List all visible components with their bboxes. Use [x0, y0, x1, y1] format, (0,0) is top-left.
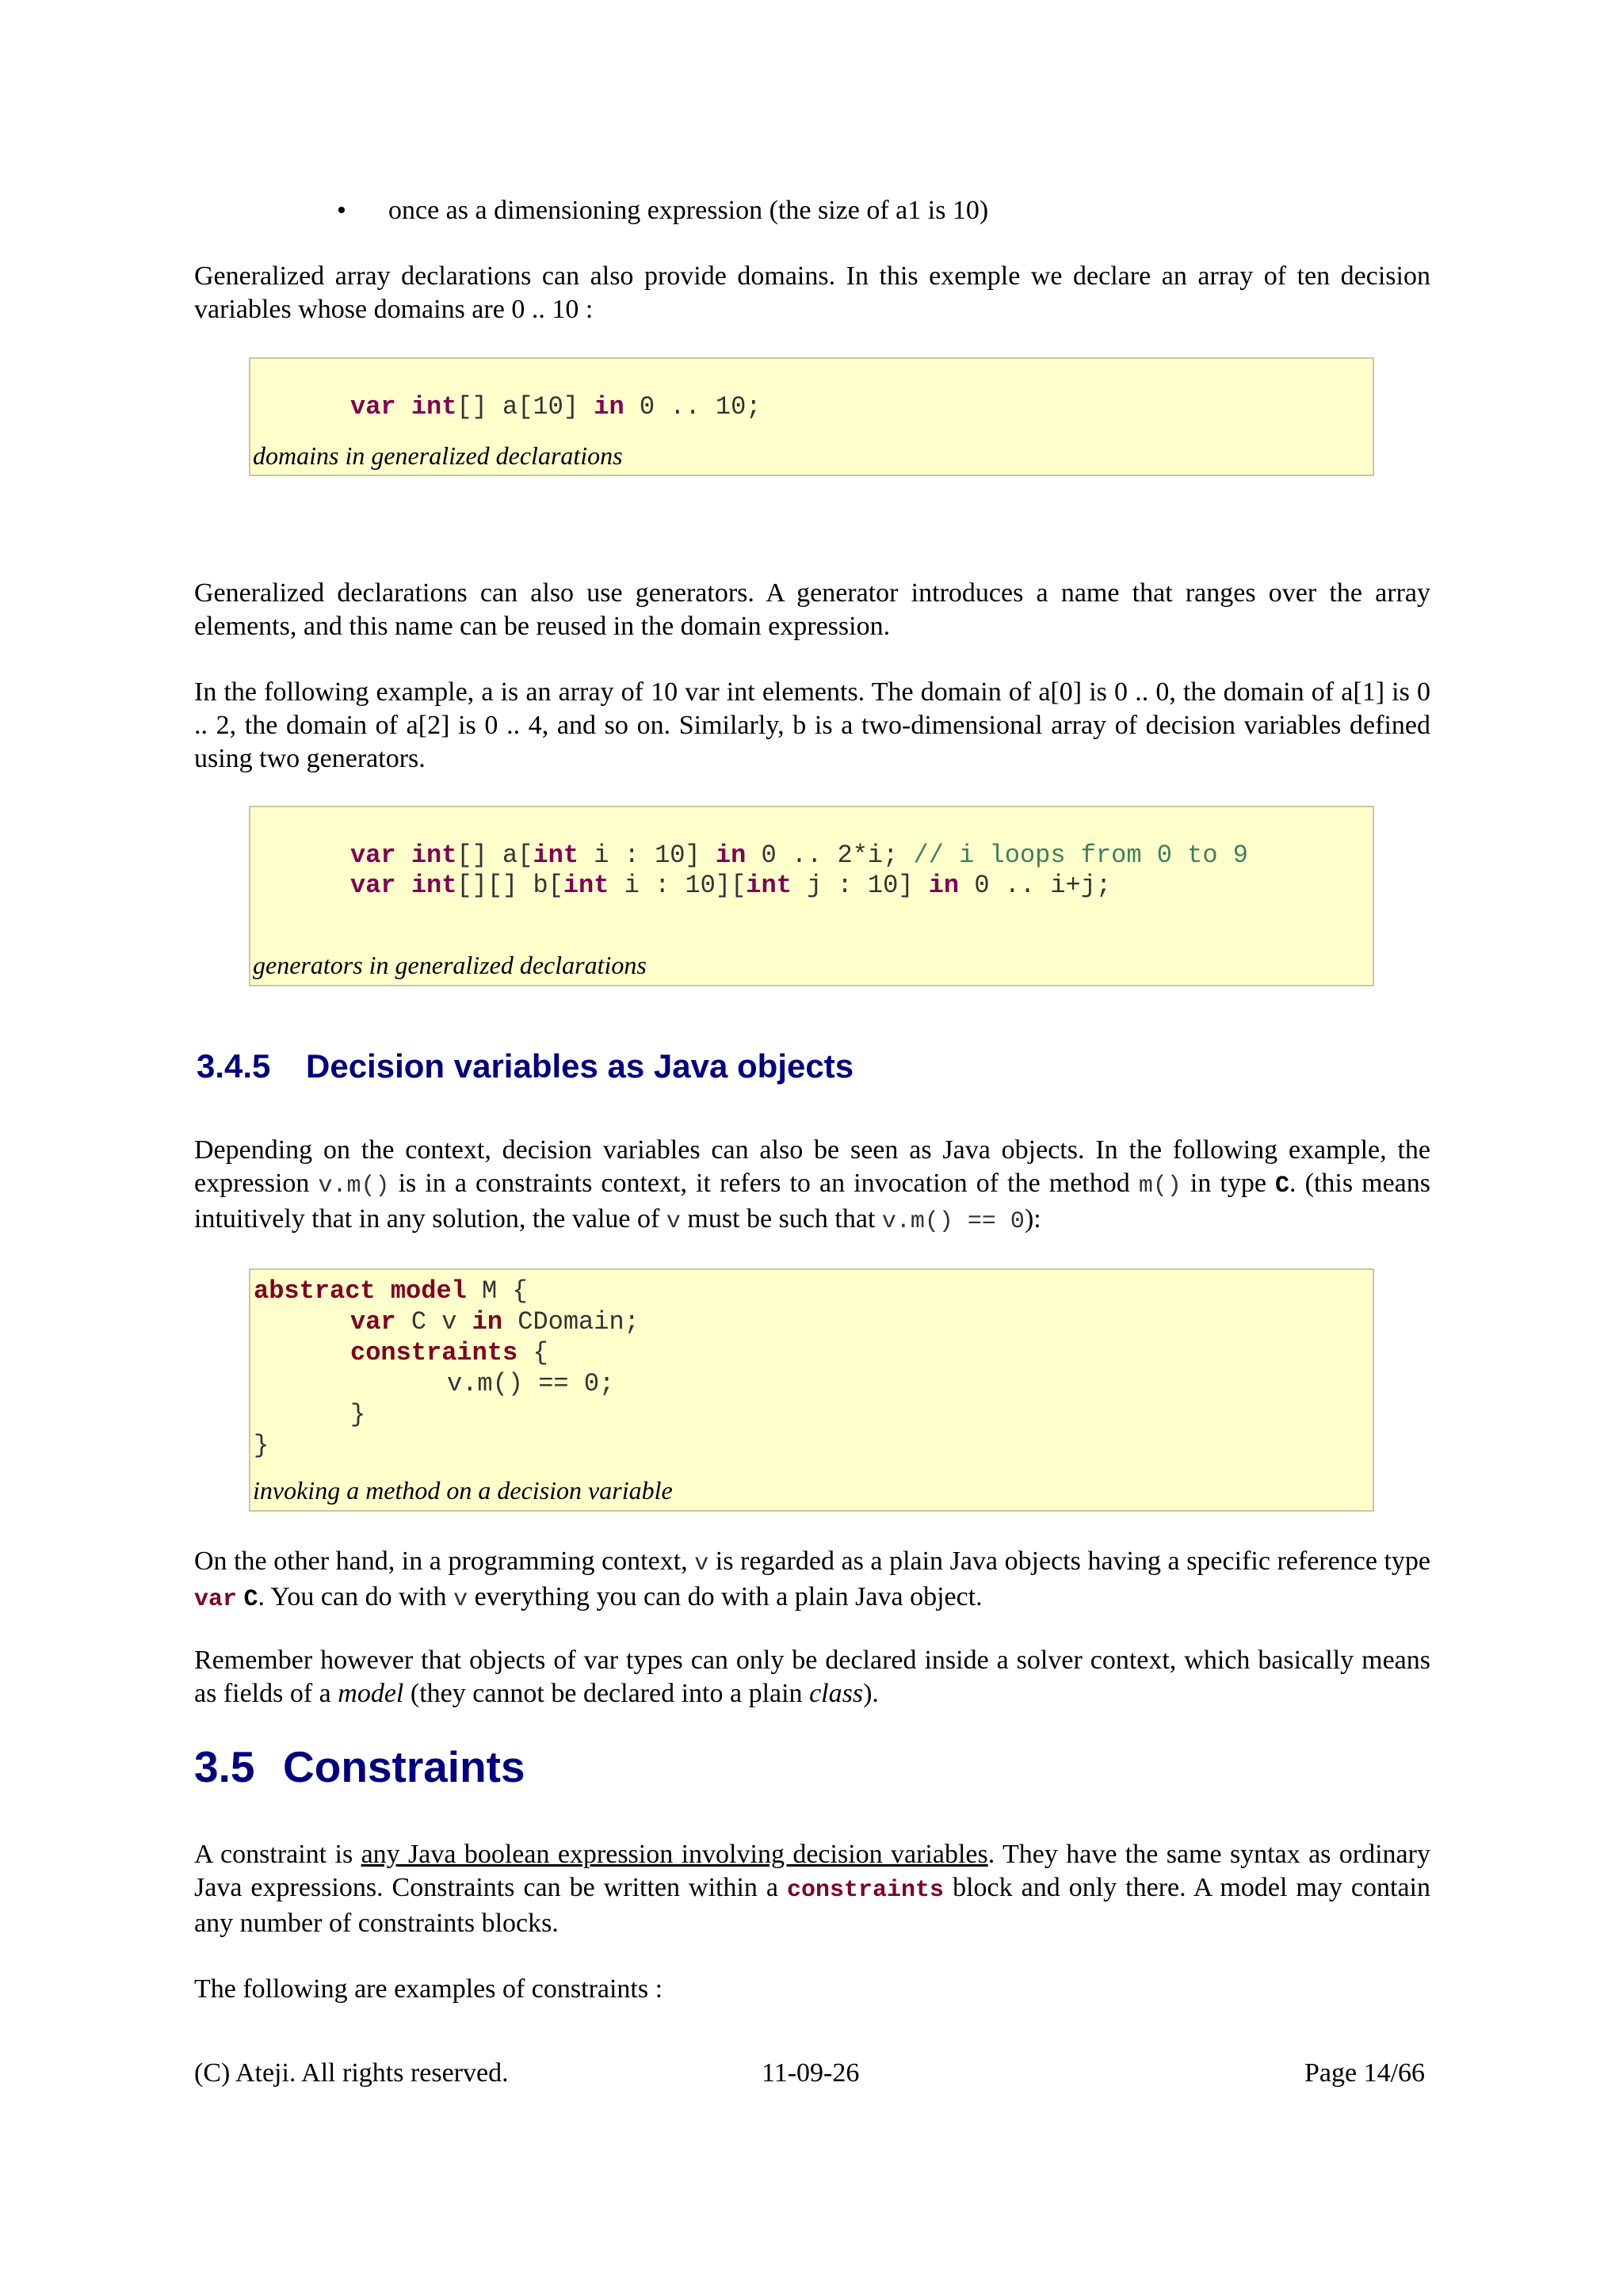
keyword: in: [715, 841, 747, 870]
section-number: 3.4.5: [197, 1047, 271, 1085]
keyword: int: [411, 392, 457, 421]
keyword: model: [390, 1276, 467, 1306]
text: in type: [1181, 1169, 1276, 1198]
code-block-method: [249, 1268, 1374, 1512]
inline-code: C: [1275, 1173, 1290, 1199]
keyword: int: [411, 871, 457, 900]
footer-copyright: (C) Ateji. All rights reserved.: [194, 2058, 509, 2088]
keyword: int: [533, 841, 579, 870]
keyword: in: [594, 392, 624, 421]
keyword: int: [746, 871, 792, 900]
bullet-text: once as a dimensioning expression (the size of a1 is 10): [388, 196, 989, 225]
text: block and only there. A model may contain any number of constraints blocks.: [194, 1873, 1431, 1938]
code-line: [350, 1307, 640, 1337]
paragraph-java-objects: [194, 1134, 1430, 1238]
inline-code: v: [453, 1586, 468, 1613]
inline-code: v.m(): [318, 1173, 390, 1199]
paragraph-programming-context: [194, 1545, 1430, 1616]
footer-page-number: Page 14/66: [1304, 2058, 1426, 2088]
inline-code: v.m() == 0: [881, 1208, 1025, 1235]
code-line: }: [350, 1400, 366, 1429]
text: ).: [863, 1679, 879, 1708]
paragraph-array-domains: Generalized array declarations can also provide domains. In this exemple we declare an array of ten decision variables whose domains are 0 .. 10 :: [194, 261, 1430, 324]
code-line: [350, 841, 1248, 871]
code-line: [350, 1338, 548, 1368]
code-line: }: [254, 1431, 269, 1460]
text: . You can do with: [258, 1582, 454, 1611]
keyword: var: [350, 841, 396, 870]
bullet-symbol: •: [337, 196, 346, 225]
code-text: 0 .. 10;: [624, 392, 762, 421]
paragraph-examples-intro: The following are examples of constraints :: [194, 1974, 663, 2004]
code-text: M {: [466, 1276, 528, 1306]
code-caption: generators in generalized declarations: [253, 951, 647, 979]
code-line: [254, 1276, 528, 1306]
code-line: [350, 871, 1111, 901]
inline-code: constraints: [787, 1877, 945, 1904]
keyword: var: [350, 392, 396, 421]
section-number: 3.5: [194, 1742, 255, 1791]
keyword: int: [411, 841, 457, 870]
code-text: i : 10][: [609, 871, 747, 900]
code-line: v.m() == 0;: [447, 1369, 615, 1398]
code-text: j : 10]: [791, 871, 929, 900]
text: . They have the same syntax as ordinary Java expressions. Constraints can be written within a: [194, 1840, 1430, 1902]
text: On the other hand, in a programming context,: [194, 1547, 695, 1576]
code-text: [] a[10]: [456, 392, 594, 421]
code-text: CDomain;: [502, 1307, 640, 1337]
section-title: Constraints: [283, 1742, 525, 1791]
code-block-domains: [249, 357, 1374, 476]
text: is in a constraints context, it refers to an invocation of the method: [389, 1169, 1139, 1198]
keyword: int: [563, 871, 609, 900]
text: Depending on the context, decision variables can also be seen as Java objects. In the following example, the expression: [194, 1135, 1430, 1198]
inline-code: m(): [1138, 1173, 1182, 1199]
italic-text: model: [338, 1679, 404, 1708]
inline-code: var: [194, 1586, 238, 1613]
text: Remember however that objects of var types can only be declared inside a solver context, which basically means as fields of a: [194, 1646, 1430, 1708]
inline-code: v: [694, 1550, 709, 1577]
paragraph-var-types: [194, 1644, 1430, 1711]
inline-code: v: [666, 1208, 681, 1235]
italic-text: class: [809, 1679, 864, 1708]
text: A constraint is: [194, 1840, 361, 1869]
text: . (this means intuitively that in any solution, the value of: [194, 1169, 1430, 1234]
code-caption: invoking a method on a decision variable: [253, 1476, 673, 1505]
paragraph-constraint-definition: [194, 1838, 1430, 1940]
keyword: var: [350, 1307, 396, 1337]
bullet-item: [337, 194, 988, 227]
underlined-text: any Java boolean expression involving decision variables: [361, 1840, 988, 1869]
keyword: abstract: [254, 1276, 376, 1306]
keyword: constraints: [350, 1338, 518, 1367]
code-text: [] a[: [456, 841, 533, 870]
text: (they cannot be declared into a plain: [403, 1679, 810, 1708]
footer-date: 11-09-26: [762, 2058, 860, 2088]
section-heading-3-5: [194, 1741, 525, 1792]
code-text: 0 .. 2*i;: [746, 841, 914, 870]
code-comment: // i loops from 0 to 9: [913, 841, 1248, 870]
text: everything you can do with a plain Java object.: [468, 1582, 983, 1611]
code-caption: domains in generalized declarations: [253, 441, 623, 470]
text: must be such that: [680, 1204, 882, 1234]
paragraph-generators: Generalized declarations can also use generators. A generator introduces a name that ranges over the array elements, and this name can be reused in the domain expression.: [194, 578, 1430, 641]
section-title: Decision variables as Java objects: [306, 1047, 854, 1085]
code-block-generators: [249, 806, 1374, 986]
code-text: {: [517, 1338, 548, 1367]
code-text: [][] b[: [456, 871, 563, 900]
keyword: in: [472, 1307, 503, 1337]
code-text: C v: [395, 1307, 472, 1337]
inline-code: C: [243, 1586, 258, 1613]
paragraph-generator-example: In the following example, a is an array of 10 var int elements. The domain of a[0] is 0 .. 0, the domain of a[1] is 0 .. 2, the domain of a[2] is 0 .. 4, and so on. Similarly, b is a two-dimensional array of decision variables defined using two generators.: [194, 677, 1430, 773]
keyword: var: [350, 871, 396, 900]
code-text: 0 .. i+j;: [959, 871, 1112, 900]
keyword: in: [928, 871, 960, 900]
section-heading-3-4-5: [197, 1047, 854, 1085]
text: ):: [1024, 1204, 1041, 1234]
code-text: i : 10]: [579, 841, 716, 870]
code-line: [350, 392, 761, 422]
text: is regarded as a plain Java objects having a specific reference type: [708, 1547, 1431, 1576]
